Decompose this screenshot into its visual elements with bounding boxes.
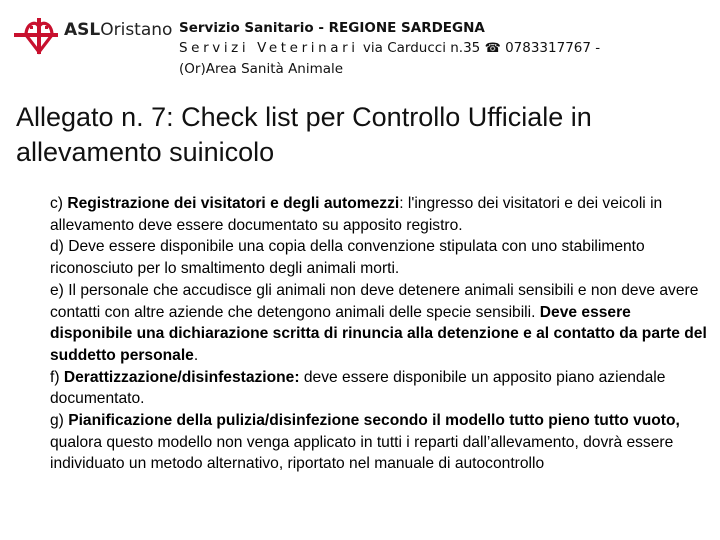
header-service: Servizi Veterinari — [179, 40, 359, 56]
section-c: c) Registrazione dei visitatori e degli automezzi: l'ingresso dei visitatori e dei veicoli in allevamento deve essere documentato su apposito registro. — [50, 195, 663, 234]
header-phone: 0783317767 - — [505, 40, 601, 56]
header-service-line — [179, 38, 600, 59]
asl-logo-icon — [12, 14, 60, 56]
page-title: Allegato n. 7: Check list per Controllo Ufficiale in allevamento suinicolo — [16, 102, 592, 167]
logo-text: ASLOristano — [64, 20, 173, 40]
section-e: e) Il personale che accudisce gli animali non deve detenere animali sensibili e non deve avere contatti con altre aziende che detengono animali delle specie sensibili. Deve essere disponibile una dichiarazione scritta di rinuncia alla detenzione e al contatto da parte del suddetto personale. — [50, 281, 707, 364]
document-header — [179, 18, 600, 79]
checklist-body — [50, 193, 710, 475]
section-g: g) Pianificazione della pulizia/disinfezione secondo il modello tutto pieno tutto vuoto, qualora questo modello non venga applicato in tutti i reparti dall’allevamento, dovrà essere individuato un metodo alternativo, riportato nel manuale di autocontrollo — [50, 412, 680, 473]
header-area: (Or)Area Sanità Animale — [179, 61, 344, 77]
phone-icon: ☎ — [484, 41, 501, 56]
header-organization: Servizio Sanitario - REGIONE SARDEGNA — [179, 20, 485, 36]
header-address: via Carducci n.35 — [362, 40, 481, 56]
section-f: f) Derattizzazione/disinfestazione: deve essere disponibile un apposito piano aziendale documentato. — [50, 368, 666, 408]
section-d: d) Deve essere disponibile una copia della convenzione stipulata con uno stabilimento riconosciuto per lo smaltimento degli animali morti. — [50, 238, 645, 278]
